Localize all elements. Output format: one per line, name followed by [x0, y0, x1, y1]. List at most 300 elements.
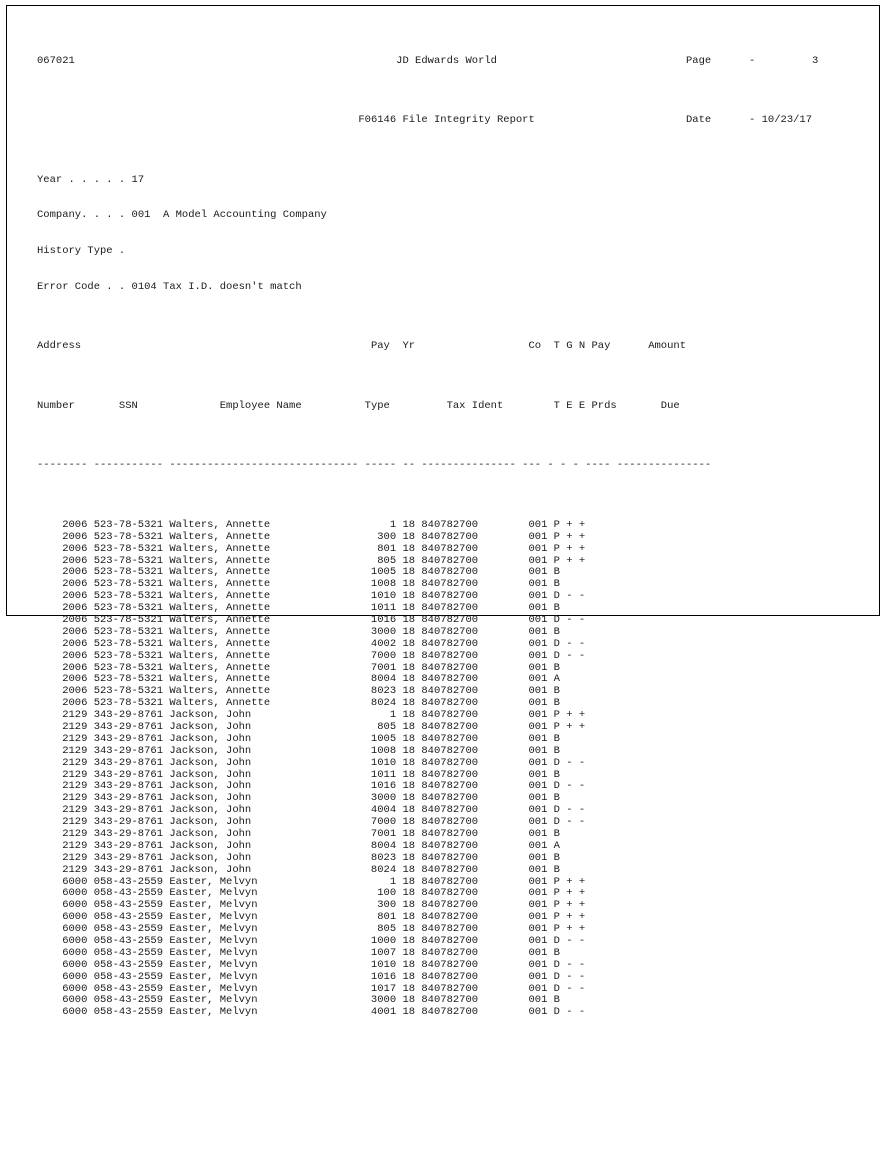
yr-cell: 18	[402, 816, 416, 829]
col-amount-header: Amount	[648, 340, 686, 353]
tt-cell: B	[553, 792, 560, 805]
employee-name-cell: Easter, Melvyn	[169, 911, 258, 924]
tax-ident-cell: 840782700	[421, 566, 479, 579]
table-row	[37, 710, 886, 722]
pay-type-cell: 801	[377, 911, 397, 924]
address-number-cell: 2006	[62, 590, 88, 603]
col-ge-header-2: E	[566, 399, 573, 412]
table-row	[37, 972, 886, 984]
table-row	[37, 936, 886, 948]
table-row	[37, 532, 886, 544]
ge-cell: -	[566, 637, 573, 650]
ge-cell: +	[566, 923, 573, 936]
ssn-cell: 058-43-2559	[93, 935, 164, 947]
tax-ident-cell: 840782700	[421, 946, 479, 959]
ssn-cell: 523-78-5321	[93, 518, 164, 531]
col-due-header: Due	[660, 399, 680, 412]
address-number-cell: 2006	[62, 625, 88, 638]
ne-cell: -	[578, 816, 586, 829]
employee-name-cell: Easter, Melvyn	[169, 887, 258, 900]
co-cell: 001	[528, 1006, 548, 1019]
ge-cell: +	[566, 899, 573, 912]
tt-cell: D	[553, 780, 560, 793]
yr-cell: 18	[402, 744, 416, 757]
ssn-cell: 058-43-2559	[93, 958, 164, 971]
yr-cell: 18	[402, 982, 416, 995]
tt-cell: D	[553, 590, 560, 603]
co-cell: 001	[528, 792, 548, 805]
co-cell: 001	[528, 923, 548, 936]
system-title: JD Edwards World	[396, 54, 497, 67]
report-header-line-1	[37, 56, 886, 68]
pay-type-cell: 8024	[370, 697, 397, 710]
ssn-cell: 523-78-5321	[93, 673, 164, 686]
col-number-header: Number	[37, 399, 75, 412]
table-row	[37, 829, 886, 841]
pay-type-cell: 1	[389, 709, 397, 722]
co-cell: 001	[528, 851, 548, 864]
ne-cell: -	[578, 935, 586, 947]
co-cell: 001	[528, 637, 548, 650]
ge-cell: +	[566, 875, 573, 888]
co-cell: 001	[528, 804, 548, 817]
co-cell: 001	[528, 518, 548, 531]
ssn-cell: 058-43-2559	[93, 875, 164, 888]
yr-cell: 18	[402, 970, 416, 983]
co-cell: 001	[528, 946, 548, 959]
pay-type-cell: 100	[377, 887, 397, 900]
ssn-cell: 343-29-8761	[93, 816, 164, 829]
ne-cell: -	[578, 590, 586, 603]
ssn-cell: 058-43-2559	[93, 982, 164, 995]
pay-type-cell: 805	[377, 720, 397, 733]
ssn-cell: 343-29-8761	[93, 863, 164, 876]
address-number-cell: 2006	[62, 661, 88, 674]
employee-name-cell: Jackson, John	[169, 709, 252, 722]
column-header-underline	[37, 460, 886, 472]
address-number-cell: 2006	[62, 518, 88, 531]
tax-ident-cell: 840782700	[421, 518, 479, 531]
employee-name-cell: Walters, Annette	[169, 578, 271, 591]
address-number-cell: 2129	[62, 863, 88, 876]
tt-cell: B	[553, 685, 560, 698]
tax-ident-cell: 840782700	[421, 970, 479, 983]
tax-ident-cell: 840782700	[421, 768, 479, 781]
tax-ident-cell: 840782700	[421, 792, 479, 805]
tax-ident-cell: 840782700	[421, 923, 479, 936]
pay-type-cell: 1008	[370, 578, 397, 591]
yr-cell: 18	[402, 530, 416, 543]
ssn-cell: 343-29-8761	[93, 804, 164, 817]
employee-name-cell: Jackson, John	[169, 839, 252, 852]
tax-ident-cell: 840782700	[421, 697, 479, 710]
tt-cell: B	[553, 625, 560, 638]
ne-cell: +	[578, 542, 586, 555]
program-id: 067021	[37, 54, 75, 67]
tt-cell: D	[553, 756, 560, 769]
address-number-cell: 2129	[62, 744, 88, 757]
pay-type-cell: 7000	[370, 649, 397, 662]
employee-name-cell: Jackson, John	[169, 792, 252, 805]
tax-ident-cell: 840782700	[421, 625, 479, 638]
tt-cell: D	[553, 935, 560, 947]
employee-name-cell: Jackson, John	[169, 780, 252, 793]
pay-type-cell: 4001	[370, 1006, 397, 1019]
pay-type-cell: 1011	[370, 768, 397, 781]
table-row	[37, 770, 886, 782]
tt-cell: P	[553, 923, 560, 936]
address-number-cell: 2006	[62, 554, 88, 567]
yr-cell: 18	[402, 863, 416, 876]
yr-cell: 18	[402, 935, 416, 947]
ge-cell: -	[566, 613, 573, 626]
address-number-cell: 2129	[62, 851, 88, 864]
yr-cell: 18	[402, 720, 416, 733]
co-cell: 001	[528, 602, 548, 615]
ssn-cell: 343-29-8761	[93, 732, 164, 745]
tt-cell: D	[553, 649, 560, 662]
address-number-cell: 6000	[62, 899, 88, 912]
page-number: 3	[812, 54, 819, 67]
table-row	[37, 520, 886, 532]
co-cell: 001	[528, 709, 548, 722]
ne-cell: -	[578, 958, 586, 971]
ne-cell: -	[578, 804, 586, 817]
tt-cell: B	[553, 768, 560, 781]
address-number-cell: 2006	[62, 649, 88, 662]
employee-name-cell: Jackson, John	[169, 863, 252, 876]
tax-ident-cell: 840782700	[421, 649, 479, 662]
employee-name-cell: Walters, Annette	[169, 625, 271, 638]
table-row	[37, 817, 886, 829]
ssn-cell: 523-78-5321	[93, 685, 164, 698]
address-number-cell: 2006	[62, 542, 88, 555]
date-value: - 10/23/17	[749, 114, 813, 127]
yr-cell: 18	[402, 899, 416, 912]
address-number-cell: 2129	[62, 720, 88, 733]
pay-type-cell: 7000	[370, 816, 397, 829]
tt-cell: B	[553, 578, 560, 591]
co-cell: 001	[528, 875, 548, 888]
address-number-cell: 2129	[62, 780, 88, 793]
pay-type-cell: 7001	[370, 661, 397, 674]
yr-cell: 18	[402, 780, 416, 793]
employee-name-cell: Walters, Annette	[169, 673, 271, 686]
tt-cell: B	[553, 566, 560, 579]
criteria-error-code	[37, 282, 886, 294]
table-row	[37, 888, 886, 900]
co-cell: 001	[528, 744, 548, 757]
ssn-cell: 343-29-8761	[93, 768, 164, 781]
ne-cell: -	[578, 1006, 586, 1019]
co-cell: 001	[528, 542, 548, 555]
table-row	[37, 948, 886, 960]
pay-type-cell: 4002	[370, 637, 397, 650]
yr-cell: 18	[402, 923, 416, 936]
tax-ident-cell: 840782700	[421, 994, 479, 1007]
tt-cell: D	[553, 804, 560, 817]
tt-cell: A	[553, 839, 560, 852]
ne-cell: -	[578, 780, 586, 793]
yr-cell: 18	[402, 661, 416, 674]
ge-cell: -	[566, 982, 573, 995]
yr-cell: 18	[402, 602, 416, 615]
yr-cell: 18	[402, 732, 416, 745]
co-cell: 001	[528, 554, 548, 567]
ssn-cell: 523-78-5321	[93, 554, 164, 567]
co-cell: 001	[528, 970, 548, 983]
co-cell: 001	[528, 994, 548, 1007]
table-row	[37, 758, 886, 770]
address-number-cell: 6000	[62, 1006, 88, 1019]
table-row	[37, 544, 886, 556]
ge-cell: +	[566, 911, 573, 924]
pay-type-cell: 1008	[370, 744, 397, 757]
date-label: Date	[686, 114, 712, 127]
col-pay-prds-header: Pay	[591, 340, 611, 353]
yr-cell: 18	[402, 613, 416, 626]
ne-cell: +	[578, 518, 586, 531]
table-row	[37, 734, 886, 746]
ssn-cell: 343-29-8761	[93, 709, 164, 722]
yr-cell: 18	[402, 649, 416, 662]
tt-cell: D	[553, 816, 560, 829]
ge-cell: -	[566, 649, 573, 662]
ssn-cell: 523-78-5321	[93, 542, 164, 555]
tt-cell: P	[553, 887, 560, 900]
ne-cell: +	[578, 720, 586, 733]
table-row	[37, 1007, 886, 1019]
yr-cell: 18	[402, 697, 416, 710]
ge-cell: +	[566, 720, 573, 733]
ssn-cell: 058-43-2559	[93, 970, 164, 983]
employee-name-cell: Easter, Melvyn	[169, 875, 258, 888]
tax-ident-cell: 840782700	[421, 661, 479, 674]
pay-type-cell: 7001	[370, 827, 397, 840]
employee-name-cell: Jackson, John	[169, 827, 252, 840]
tt-cell: P	[553, 554, 560, 567]
ssn-cell: 058-43-2559	[93, 899, 164, 912]
tax-ident-cell: 840782700	[421, 756, 479, 769]
ge-cell: -	[566, 780, 573, 793]
col-prds-header: Prds	[591, 399, 617, 412]
tax-ident-cell: 840782700	[421, 827, 479, 840]
address-number-cell: 2129	[62, 792, 88, 805]
pay-type-cell: 3000	[370, 792, 397, 805]
ssn-cell: 343-29-8761	[93, 839, 164, 852]
employee-name-cell: Walters, Annette	[169, 697, 271, 710]
tt-cell: B	[553, 732, 560, 745]
table-row	[37, 781, 886, 793]
tax-ident-cell: 840782700	[421, 863, 479, 876]
co-cell: 001	[528, 756, 548, 769]
criteria-company	[37, 210, 886, 222]
ssn-cell: 343-29-8761	[93, 756, 164, 769]
criteria-history-type-text: History Type .	[37, 245, 126, 258]
employee-name-cell: Jackson, John	[169, 851, 252, 864]
file-integrity-report	[37, 8, 886, 1031]
tt-cell: P	[553, 899, 560, 912]
table-row	[37, 912, 886, 924]
ge-cell: -	[566, 590, 573, 603]
ne-cell: -	[578, 756, 586, 769]
tt-cell: P	[553, 542, 560, 555]
address-number-cell: 2129	[62, 756, 88, 769]
employee-name-cell: Jackson, John	[169, 756, 252, 769]
yr-cell: 18	[402, 637, 416, 650]
tt-cell: B	[553, 744, 560, 757]
ne-cell: -	[578, 637, 586, 650]
ge-cell: +	[566, 887, 573, 900]
tax-ident-cell: 840782700	[421, 613, 479, 626]
ssn-cell: 523-78-5321	[93, 578, 164, 591]
header-dashes: -------- ----------- ------------------------------ ----- -- --------------- --- - - - ---- ---------------	[37, 459, 712, 472]
tt-cell: B	[553, 602, 560, 615]
pay-type-cell: 1000	[370, 935, 397, 947]
tax-ident-cell: 840782700	[421, 709, 479, 722]
tax-ident-cell: 840782700	[421, 744, 479, 757]
yr-cell: 18	[402, 875, 416, 888]
yr-cell: 18	[402, 518, 416, 531]
ssn-cell: 523-78-5321	[93, 637, 164, 650]
table-row	[37, 674, 886, 686]
ssn-cell: 523-78-5321	[93, 590, 164, 603]
ssn-cell: 058-43-2559	[93, 1006, 164, 1019]
tt-cell: P	[553, 709, 560, 722]
ssn-cell: 058-43-2559	[93, 946, 164, 959]
employee-name-cell: Easter, Melvyn	[169, 899, 258, 912]
employee-name-cell: Easter, Melvyn	[169, 1006, 258, 1019]
address-number-cell: 2129	[62, 804, 88, 817]
criteria-history-type	[37, 246, 886, 258]
ssn-cell: 523-78-5321	[93, 649, 164, 662]
tax-ident-cell: 840782700	[421, 780, 479, 793]
pay-type-cell: 805	[377, 923, 397, 936]
employee-name-cell: Jackson, John	[169, 804, 252, 817]
address-number-cell: 2129	[62, 839, 88, 852]
ge-cell: +	[566, 554, 573, 567]
yr-cell: 18	[402, 851, 416, 864]
pay-type-cell: 8024	[370, 863, 397, 876]
yr-cell: 18	[402, 566, 416, 579]
pay-type-cell: 1017	[370, 982, 397, 995]
table-row	[37, 663, 886, 675]
table-row	[37, 960, 886, 972]
co-cell: 001	[528, 899, 548, 912]
employee-name-cell: Jackson, John	[169, 768, 252, 781]
col-address-header: Address	[37, 340, 82, 353]
address-number-cell: 2006	[62, 613, 88, 626]
address-number-cell: 6000	[62, 923, 88, 936]
co-cell: 001	[528, 982, 548, 995]
ssn-cell: 343-29-8761	[93, 780, 164, 793]
yr-cell: 18	[402, 578, 416, 591]
employee-name-cell: Walters, Annette	[169, 590, 271, 603]
ge-cell: -	[566, 804, 573, 817]
table-row	[37, 793, 886, 805]
pay-type-cell: 1011	[370, 602, 397, 615]
ssn-cell: 343-29-8761	[93, 851, 164, 864]
co-cell: 001	[528, 732, 548, 745]
pay-type-cell: 1016	[370, 613, 397, 626]
address-number-cell: 6000	[62, 911, 88, 924]
address-number-cell: 2006	[62, 566, 88, 579]
tt-cell: A	[553, 673, 560, 686]
col-tt-header-2: T	[553, 399, 560, 412]
tax-ident-cell: 840782700	[421, 720, 479, 733]
yr-cell: 18	[402, 946, 416, 959]
tt-cell: P	[553, 720, 560, 733]
tax-ident-cell: 840782700	[421, 542, 479, 555]
co-cell: 001	[528, 685, 548, 698]
address-number-cell: 6000	[62, 970, 88, 983]
ne-cell: -	[578, 970, 586, 983]
co-cell: 001	[528, 613, 548, 626]
address-number-cell: 2006	[62, 637, 88, 650]
tt-cell: B	[553, 994, 560, 1007]
co-cell: 001	[528, 649, 548, 662]
co-cell: 001	[528, 661, 548, 674]
employee-name-cell: Walters, Annette	[169, 554, 271, 567]
table-row	[37, 841, 886, 853]
tax-ident-cell: 840782700	[421, 982, 479, 995]
table-row	[37, 698, 886, 710]
address-number-cell: 2129	[62, 816, 88, 829]
tt-cell: D	[553, 970, 560, 983]
tax-ident-cell: 840782700	[421, 958, 479, 971]
tax-ident-cell: 840782700	[421, 530, 479, 543]
employee-name-cell: Walters, Annette	[169, 602, 271, 615]
co-cell: 001	[528, 768, 548, 781]
co-cell: 001	[528, 839, 548, 852]
ssn-cell: 523-78-5321	[93, 530, 164, 543]
ge-cell: -	[566, 816, 573, 829]
tax-ident-cell: 840782700	[421, 673, 479, 686]
ge-cell: +	[566, 530, 573, 543]
yr-cell: 18	[402, 1006, 416, 1019]
ne-cell: +	[578, 875, 586, 888]
criteria-year-text: Year . . . . . 17	[37, 173, 145, 186]
yr-cell: 18	[402, 542, 416, 555]
pay-type-cell: 8023	[370, 685, 397, 698]
tax-ident-cell: 840782700	[421, 685, 479, 698]
co-cell: 001	[528, 590, 548, 603]
employee-name-cell: Easter, Melvyn	[169, 923, 258, 936]
tt-cell: P	[553, 875, 560, 888]
employee-name-cell: Easter, Melvyn	[169, 958, 258, 971]
employee-name-cell: Jackson, John	[169, 816, 252, 829]
tax-ident-cell: 840782700	[421, 804, 479, 817]
ssn-cell: 343-29-8761	[93, 792, 164, 805]
table-row	[37, 722, 886, 734]
employee-name-cell: Easter, Melvyn	[169, 935, 258, 947]
col-yr-header: Yr	[402, 340, 416, 353]
pay-type-cell: 300	[377, 899, 397, 912]
co-cell: 001	[528, 566, 548, 579]
pay-type-cell: 3000	[370, 625, 397, 638]
ssn-cell: 343-29-8761	[93, 827, 164, 840]
tt-cell: B	[553, 851, 560, 864]
employee-name-cell: Easter, Melvyn	[169, 994, 258, 1007]
tt-cell: P	[553, 911, 560, 924]
address-number-cell: 2129	[62, 768, 88, 781]
yr-cell: 18	[402, 827, 416, 840]
tt-cell: P	[553, 518, 560, 531]
ssn-cell: 058-43-2559	[93, 911, 164, 924]
ne-cell: +	[578, 923, 586, 936]
col-ge-header: G	[566, 340, 573, 353]
tax-ident-cell: 840782700	[421, 839, 479, 852]
